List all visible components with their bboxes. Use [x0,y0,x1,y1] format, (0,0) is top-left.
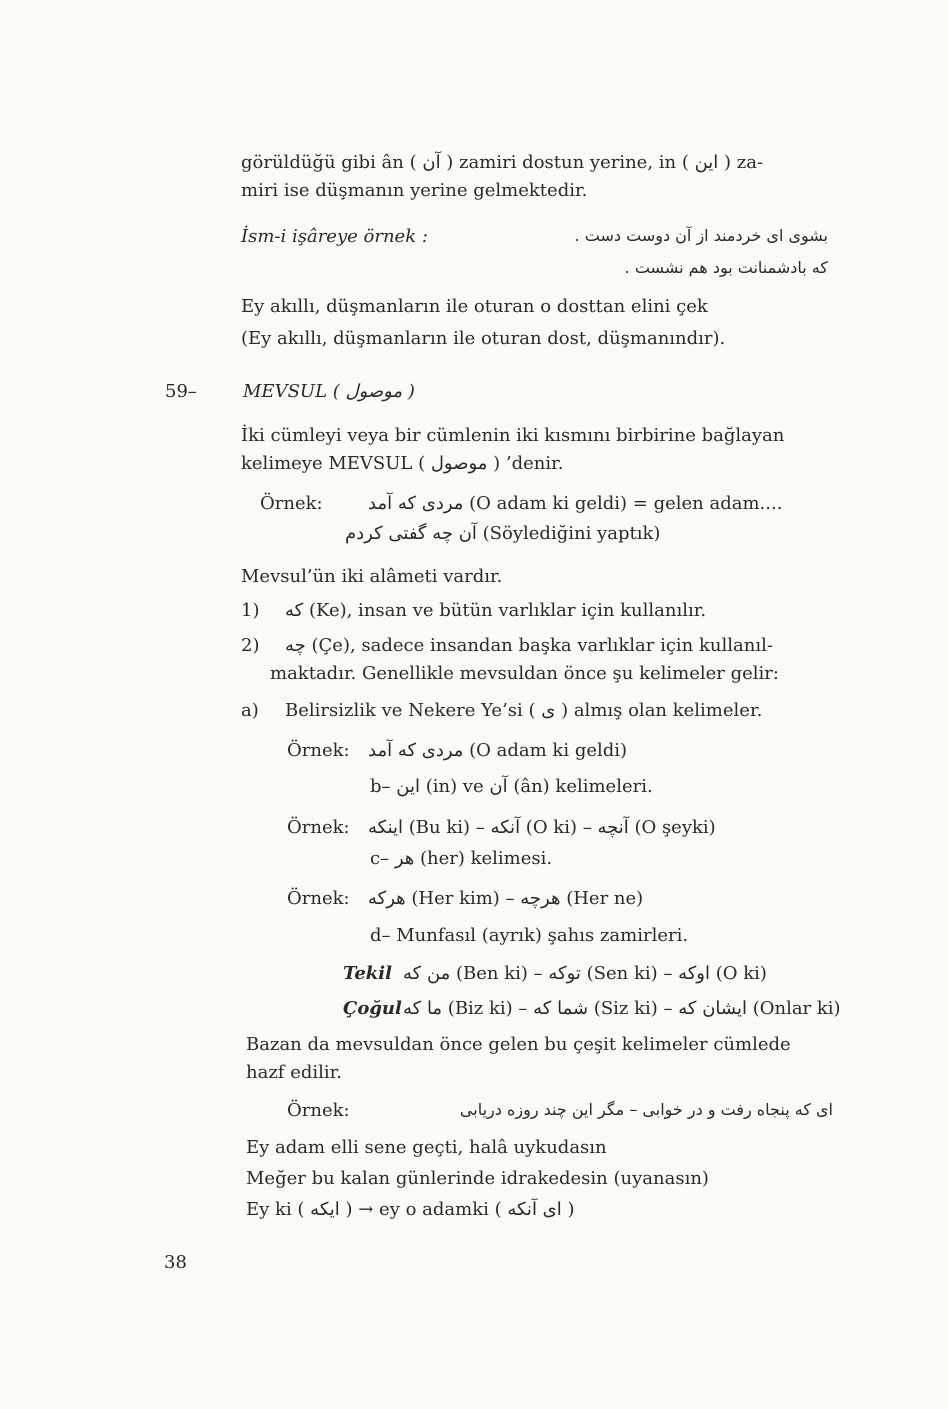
cogul-examples: ما که (Biz ki) – شما که (Siz ki) – ایشان که (Onlar ki) [403,998,841,1019]
definition-line-2: kelimeye MEVSUL ( موصول ) ’denir. [241,453,564,474]
example-3-label: Örnek: [287,740,350,761]
item-2-number: 2) [241,635,260,656]
translation-line-1: Ey akıllı, düşmanların ile oturan o dosttan elini çek [241,296,708,317]
example-1-label: Örnek: [260,493,323,514]
tekil-label: Tekil [343,963,392,984]
item-2-line-2: maktadır. Genellikle mevsuldan önce şu kelimeler gelir: [270,663,779,684]
example-6-translation-1: Ey adam elli sene geçti, halâ uykudasın [246,1137,607,1158]
alamet-line: Mevsul’ün iki alâmeti vardır. [241,566,503,587]
line-1: görüldüğü gibi ân ( آن ) zamiri dostun yerine, in ( این ) za- [241,152,764,173]
translation-line-2: (Ey akıllı, düşmanların ile oturan dost, düşmanındır). [241,328,726,349]
item-c: c– هر (her) kelimesi. [370,848,553,869]
example-2: آن چه گفتی کردم (Söylediğini yaptık) [345,523,661,544]
example-4: اینکه (Bu ki) – آنکه (O ki) – آنچه (O şeyki) [368,817,716,838]
item-a: Belirsizlik ve Nekere Ye’si ( ی ) almış olan kelimeler. [285,700,763,721]
item-2-line-1: چه (Çe), sadece insandan başka varlıklar için kullanıl- [285,635,773,656]
page-number: 38 [164,1252,187,1273]
item-b: b– این (in) ve آن (ân) kelimeleri. [370,776,653,797]
example-label-ism: İsm-i işâreye örnek : [241,226,428,247]
example-5-label: Örnek: [287,888,350,909]
example-5: هرکه (Her kim) – هرچه (Her ne) [368,888,644,909]
cogul-label: Çoğul [343,998,402,1019]
example-4-label: Örnek: [287,817,350,838]
section-number: 59– [165,381,197,402]
section-title: MEVSUL ( موصول ) [243,381,415,402]
example-6-translation-3: Ey ki ( ایکه ) → ey o adamki ( ای آنکه ) [246,1199,575,1220]
bazan-line-1: Bazan da mevsuldan önce gelen bu çeşit kelimeler cümlede [246,1034,791,1055]
example-6-label: Örnek: [287,1100,350,1121]
tekil-examples: من که (Ben ki) – توکه (Sen ki) – اوکه (O ki) [403,963,767,984]
item-d: d– Munfasıl (ayrık) şahıs zamirleri. [370,925,689,946]
example-3: مردی که آمد (O adam ki geldi) [368,740,628,761]
persian-verse-1: بشوی ای خردمند از آن دوست دست . [574,226,828,245]
bazan-line-2: hazf edilir. [246,1062,342,1083]
item-1-number: 1) [241,600,260,621]
persian-verse-2: که بادشمنانت بود هم نشست . [624,258,828,277]
example-1: مردی که آمد (O adam ki geldi) = gelen adam.... [368,493,783,514]
definition-line-1: İki cümleyi veya bir cümlenin iki kısmını birbirine bağlayan [241,425,785,446]
example-6-translation-2: Meğer bu kalan günlerinde idrakedesin (uyanasın) [246,1168,709,1189]
item-1: که (Ke), insan ve bütün varlıklar için kullanılır. [285,600,707,621]
item-a-number: a) [241,700,259,721]
example-6-persian: ای که پنجاه رفت و در خوابی – مگر این چند روزه دریابی [459,1100,833,1119]
line-2: miri ise düşmanın yerine gelmektedir. [241,180,588,201]
